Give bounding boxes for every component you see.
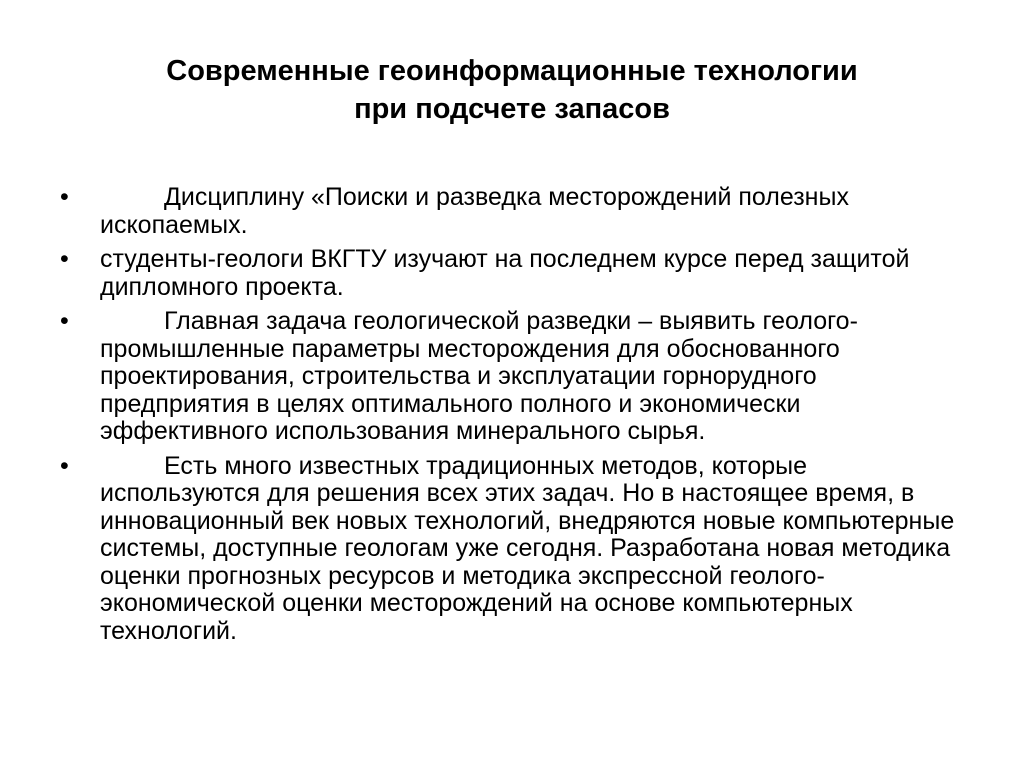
bullet-icon: • bbox=[60, 183, 69, 211]
bullet-item bbox=[60, 308, 970, 446]
bullet-text: Главная задача геологической разведки – выявить геолого-промышленные параметры месторождения для обоснованного проектирования, строительства и эксплуатации горнорудного предприятия в целях оптимального полного и экономически эффективного использования минерального сырья. bbox=[100, 307, 858, 445]
bullet-icon: • bbox=[60, 245, 69, 273]
slide-title bbox=[60, 52, 964, 128]
bullet-text: Есть много известных традиционных методов, которые используются для решения всех этих задач. Но в настоящее время, в инновационный век новых технологий, внедряются новые компьютерные системы, доступные геологам уже сегодня. Разработана новая методика оценки прогнозных ресурсов и методика экспрессной геолого-экономической оценки месторождений на основе компьютерных технологий. bbox=[100, 451, 955, 645]
slide-title-line-2: при подсчете запасов bbox=[354, 93, 670, 125]
slide-title-line-1: Современные геоинформационные технологии bbox=[166, 55, 858, 87]
bullet-item bbox=[60, 246, 970, 301]
bullet-list bbox=[60, 184, 970, 652]
bullet-text: Дисциплину «Поиски и разведка месторождений полезных ископаемых. bbox=[100, 183, 849, 239]
bullet-item bbox=[60, 184, 970, 239]
bullet-item bbox=[60, 453, 970, 646]
bullet-text: студенты-геологи ВКГТУ изучают на последнем курсе перед защитой дипломного проекта. bbox=[100, 245, 910, 301]
bullet-icon: • bbox=[60, 451, 69, 480]
bullet-icon: • bbox=[60, 307, 69, 335]
